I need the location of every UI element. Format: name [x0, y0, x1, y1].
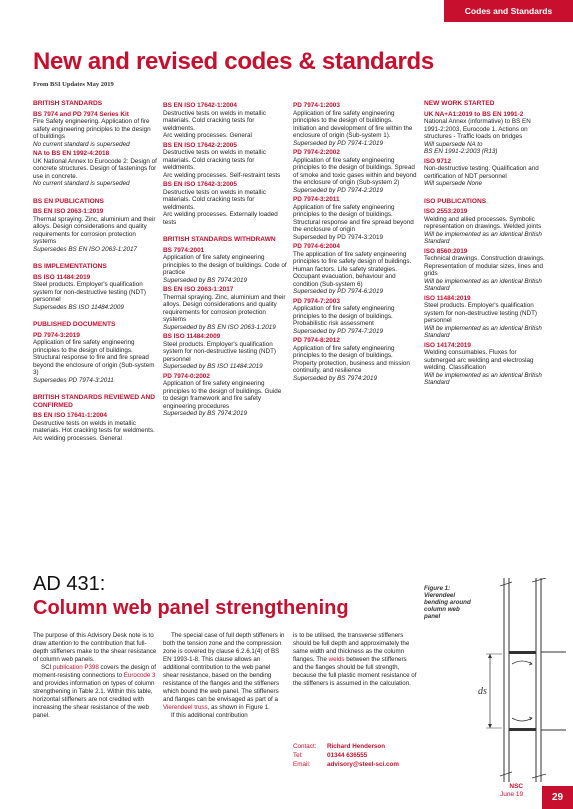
- standard-description: Application of fire safety engineering principles to the design of buildings. Code of practice: [163, 254, 287, 276]
- ds-label: ds: [478, 686, 487, 697]
- stiffener-bottom: [509, 728, 536, 731]
- standard-code: BS EN ISO 2063-1:2019: [33, 208, 104, 215]
- stiffener-top: [509, 651, 536, 654]
- standard-code: ISO 2553:2019: [424, 208, 468, 215]
- standard-code: BS EN ISO 17642-2:2005: [163, 141, 237, 149]
- article-paragraph: If this additional contribution: [171, 712, 248, 719]
- page-subtitle: From BSI Updates May 2019: [33, 81, 114, 88]
- standard-description: Destructive tests on welds in metallic materials. Cold cracking tests for weldments.: [163, 149, 266, 171]
- welds-link[interactable]: welds: [328, 656, 345, 663]
- issue-date: June 19: [500, 790, 524, 798]
- standard-code: BS 7974 and PD 7974 Series Kit: [33, 110, 129, 118]
- standard-status-note: Will supersede NA to: [424, 140, 483, 148]
- standard-code: BS EN ISO 2063-1:2017: [163, 286, 234, 293]
- standard-description: National Annex (informative) to BS EN 1991-2:2003, Eurocode 1. Actions on structures - Traffic loads on bridges: [424, 118, 531, 140]
- standard-status-note: Superseded by PD 7974-7:2019: [293, 327, 383, 335]
- standard-code: PD 7974-3:2011: [293, 196, 340, 203]
- standard-description: Steel products. Employer's qualification system for non-destructive testing (NDT) personnel: [424, 302, 538, 324]
- article-title: Column web panel strengthening: [33, 597, 349, 619]
- standard-status-note: Will be implemented as an identical British Standard: [424, 230, 542, 245]
- article-paragraph: The purpose of this Advisory Desk note is to draw attention to the contribution that full-depth stiffeners make to the shear resistance of column web panels.: [33, 632, 157, 663]
- standard-description: Steel products. Employer's qualification system for non-destructive testing (NDT) personnel: [163, 340, 277, 363]
- section-heading: ISO PUBLICATIONS: [424, 197, 487, 205]
- standard-status-note: Superseded by BS 7974:2019: [163, 410, 248, 417]
- section-gap: [33, 188, 157, 194]
- standard-description: Destructive tests on welds in metallic materials. Cold cracking tests for weldments.: [163, 109, 266, 132]
- standard-description: Technical drawings. Construction drawings. Representation of modular sizes, lines and grids: [424, 255, 545, 277]
- standard-status-note: Superseded by PD 7974-6:2019: [293, 288, 383, 295]
- email-label: Email:: [293, 761, 311, 768]
- standards-column-2: [163, 100, 287, 418]
- break-line-top: [500, 578, 546, 586]
- text-run: covers the design of moment-resisting connections to: [33, 664, 156, 679]
- standard-description: Application of fire safety engineering principles to the design of buildings. Structural response to fire and fire spread beyond the enclosure of origin (Sub-system 3): [33, 339, 155, 376]
- standard-status-note: No current standard is superseded: [33, 140, 130, 148]
- vierendeel-link[interactable]: Vierendeel truss: [163, 704, 208, 711]
- standard-code: UK NA+A1:2019 to BS EN 1991-2: [424, 110, 524, 118]
- standard-code: ISO 11484:2019: [424, 294, 471, 302]
- standard-status-note: Superseded by BS 7974:2019: [163, 276, 248, 284]
- article-column-1: [33, 632, 157, 720]
- standard-code: PD 7974-0:2002: [163, 372, 210, 380]
- section-header-label: Codes and Standards: [464, 6, 553, 16]
- page-title: New and revised codes & standards: [33, 48, 434, 75]
- standard-status-note: BS EN 1991-2:2003 (R13): [424, 148, 498, 155]
- text-run: is to be utilised, the transverse stiffeners should be full depth and approximately the same width and thickness as the column flanges. The: [293, 632, 410, 663]
- standard-code: PD 7974-1:2003: [293, 102, 340, 109]
- standard-status-note: Superseded by PD 7974-2:2019: [293, 186, 383, 194]
- section-heading: BS EN PUBLICATIONS: [33, 197, 104, 205]
- column-web-panel-figure: [476, 578, 566, 782]
- standard-code: BS 7974:2001: [163, 246, 205, 254]
- section-gap: [33, 253, 157, 259]
- standard-status-note: Supersedes BS EN ISO 2063-1:2017: [33, 245, 137, 253]
- standard-description: Arc welding processes. General: [33, 434, 122, 442]
- standard-code: BS ISO 11484:2009: [163, 333, 221, 340]
- standard-status-note: Superseded by PD 7974-1:2019: [293, 139, 383, 147]
- standard-status-note: Superseded by BS EN ISO 2063-1:2019: [163, 323, 276, 331]
- standard-code: PD 7974-7:2003: [293, 297, 340, 305]
- standard-code: BS EN ISO 17641-1:2004: [33, 412, 107, 419]
- magazine-name: NSC: [509, 783, 524, 790]
- article-paragraph: [33, 664, 157, 720]
- standard-code: NA to BS EN 1992-4:2018: [33, 150, 110, 157]
- article-column-2: [163, 632, 287, 720]
- standard-description: Superseded by PD 7974-3:2019: [293, 233, 383, 241]
- section-heading: NEW WORK STARTED: [424, 100, 495, 107]
- standard-code: BS EN ISO 17642-1:2004: [163, 102, 237, 109]
- article-title-number: AD 431:: [33, 573, 106, 595]
- footer-info: [500, 783, 523, 798]
- text-run: between the stiffeners and the flanges should be full strength, because the full plastic moment resistance of the stiffeners is assumed in the calculation.: [293, 656, 417, 687]
- standard-status-note: Will be implemented as an identical British Standard: [424, 277, 542, 292]
- standard-description: Arc welding processes. Externally loaded tests: [163, 211, 278, 226]
- contact-name: Richard Henderson: [327, 743, 386, 750]
- standards-column-3: [293, 100, 417, 382]
- standard-code: PD 7974-3:2019: [33, 331, 80, 339]
- standard-code: PD 7974-2:2002: [293, 149, 340, 156]
- section-gap: [33, 384, 157, 390]
- standard-description: Arc welding processes. General: [163, 132, 252, 139]
- standard-status-note: Will supersede None: [424, 180, 483, 187]
- standard-status-note: Supersedes BS ISO 11484:2009: [33, 303, 124, 311]
- section-gap: [163, 226, 287, 232]
- text-run: and provides information on types of column strengthening in Table 2.1. Within this table, horizontal stiffeners are not credited with increasing the shear resistance of the web panel.: [33, 680, 155, 719]
- text-run: The special case of full depth stiffeners in both the tension zone and the compression zone is covered by clause 6.2.6.1(4) of BS EN 1993-1-8. This clause allows an additional contribution to the web panel shear resistance, based on the bending resistance of the flanges and the stiffeners which bound the web panel. The stiffeners and flanges can be envisaged as part of a: [163, 632, 285, 703]
- section-heading: BRITISH STANDARDS WITHDRAWN: [163, 236, 276, 243]
- standard-status-note: Superseded by BS 7974:2019: [293, 374, 378, 382]
- standard-code: ISO 8560:2019: [424, 247, 468, 255]
- standard-description: Fire Safety engineering. Application of fire safety engineering principles to the design of buildings: [33, 118, 151, 140]
- standard-code: PD 7974-6:2004: [293, 243, 340, 250]
- section-heading: BRITISH STANDARDS REVIEWED AND CONFIRMED: [33, 394, 155, 409]
- standard-description: Application of fire safety engineering principles to the design of buildings. Property protection, business and mission continuity, and resilience: [293, 344, 410, 374]
- standard-description: Application of fire safety engineering principles to the design of buildings. Structural response and fire spread beyond the enclosure of origin: [293, 203, 414, 233]
- contact-label: Contact:: [293, 743, 317, 750]
- standard-description: The application of fire safety engineering principles to fire safety design of buildings. Human factors. Life safety strategies. Occupant evacuation, behaviour and condition (Sub-system 6): [293, 250, 412, 288]
- publication-link[interactable]: publication P398: [53, 664, 99, 671]
- standard-status-note: Superseded by BS ISO 11484:2019: [163, 363, 263, 370]
- standard-description: Application of fire safety engineering principles to the design of buildings. Spread of smoke and toxic gases within and beyond the enclosure of origin (Sub-system 2): [293, 156, 417, 186]
- email-link[interactable]: advisory@steel-sci.com: [327, 761, 399, 768]
- page-number: 29: [542, 786, 573, 809]
- eurocode-link[interactable]: Eurocode 3: [123, 672, 156, 679]
- tel-row: [293, 751, 399, 760]
- break-line-bottom: [500, 772, 546, 778]
- bending-arrow-top: [512, 661, 532, 664]
- article-column-3: [293, 632, 417, 688]
- text-run: SCI: [41, 664, 54, 671]
- standard-description: Steel products. Employer's qualification system for non-destructive testing (NDT) personnel: [33, 281, 147, 303]
- figure-caption: Figure 1: Vierendeel bending around column web panel: [424, 585, 471, 620]
- contact-block: [293, 742, 399, 769]
- contact-row: [293, 742, 399, 751]
- standard-description: Welding and allied processes. Symbolic representation on drawings. Welded joints: [424, 215, 542, 230]
- standard-code: ISO 14174:2019: [424, 341, 471, 349]
- section-gap: [33, 311, 157, 317]
- standard-description: UK National Annex to Eurocode 2: Design of concrete structures. Design of fastenings for use in concrete.: [33, 157, 157, 180]
- standard-description: Application of fire safety engineering principles to the design of buildings. Guide to design framework and fire safety engineering procedures: [163, 380, 282, 410]
- bending-arrow-bottom: [512, 718, 532, 721]
- standard-status-note: Will be implemented as an identical British Standard: [424, 324, 542, 339]
- standard-description: Arc welding processes. Self-restraint tests: [163, 171, 281, 179]
- section-heading: PUBLISHED DOCUMENTS: [33, 321, 116, 328]
- standard-status-note: Supersedes PD 7974-3:2011: [33, 376, 114, 384]
- standard-description: Welding consumables. Fluxes for submerged arc welding and electroslag welding. Classification: [424, 349, 534, 371]
- tel-label: Tel:: [293, 752, 303, 759]
- standard-description: Non-destructive testing. Qualification and certification of NDT personnel: [424, 165, 539, 180]
- standard-description: Destructive tests on welds in metallic materials. Cold cracking tests for weldments.: [163, 188, 266, 211]
- section-heading: BRITISH STANDARDS: [33, 100, 103, 107]
- section-header-tab: [444, 0, 573, 22]
- text-run: , as shown in Figure 1.: [207, 704, 270, 711]
- standards-column-4: [424, 100, 548, 387]
- standard-description: Thermal spraying. Zinc, aluminium and their alloys. Design considerations and quality requirements for corrosion protection systems: [33, 215, 156, 245]
- section-gap: [424, 188, 548, 194]
- standard-code: ISO 9712: [424, 157, 452, 165]
- article-paragraph: [163, 632, 287, 712]
- standard-code: BS EN ISO 17642-3:2005: [163, 181, 237, 188]
- standard-description: Destructive tests on welds in metallic materials. Hot cracking tests for weldments.: [33, 419, 155, 434]
- standard-description: Application of fire safety engineering principles to the design of buildings. Initiation and development of fire within the enclosure of origin (Sub-system 1).: [293, 109, 413, 139]
- standard-status-note: Will be implemented as an identical British Standard: [424, 371, 542, 386]
- article-paragraph: [293, 632, 417, 688]
- tel-number[interactable]: 01344 636555: [327, 752, 368, 759]
- section-heading: BS IMPLEMENTATIONS: [33, 263, 107, 270]
- email-row: [293, 760, 399, 769]
- standard-code: BS ISO 11484:2019: [33, 273, 91, 281]
- standards-column-1: [33, 100, 157, 442]
- standard-description: Thermal spraying. Zinc, aluminium and their alloys. Design considerations and quality requirements for corrosion protection systems: [163, 293, 286, 323]
- standard-code: PD 7974-8:2012: [293, 337, 340, 344]
- standard-status-note: No current standard is superseded: [33, 180, 130, 187]
- standard-description: Application of fire safety engineering principles to the design of buildings. Probabilistic risk assessment: [293, 305, 395, 327]
